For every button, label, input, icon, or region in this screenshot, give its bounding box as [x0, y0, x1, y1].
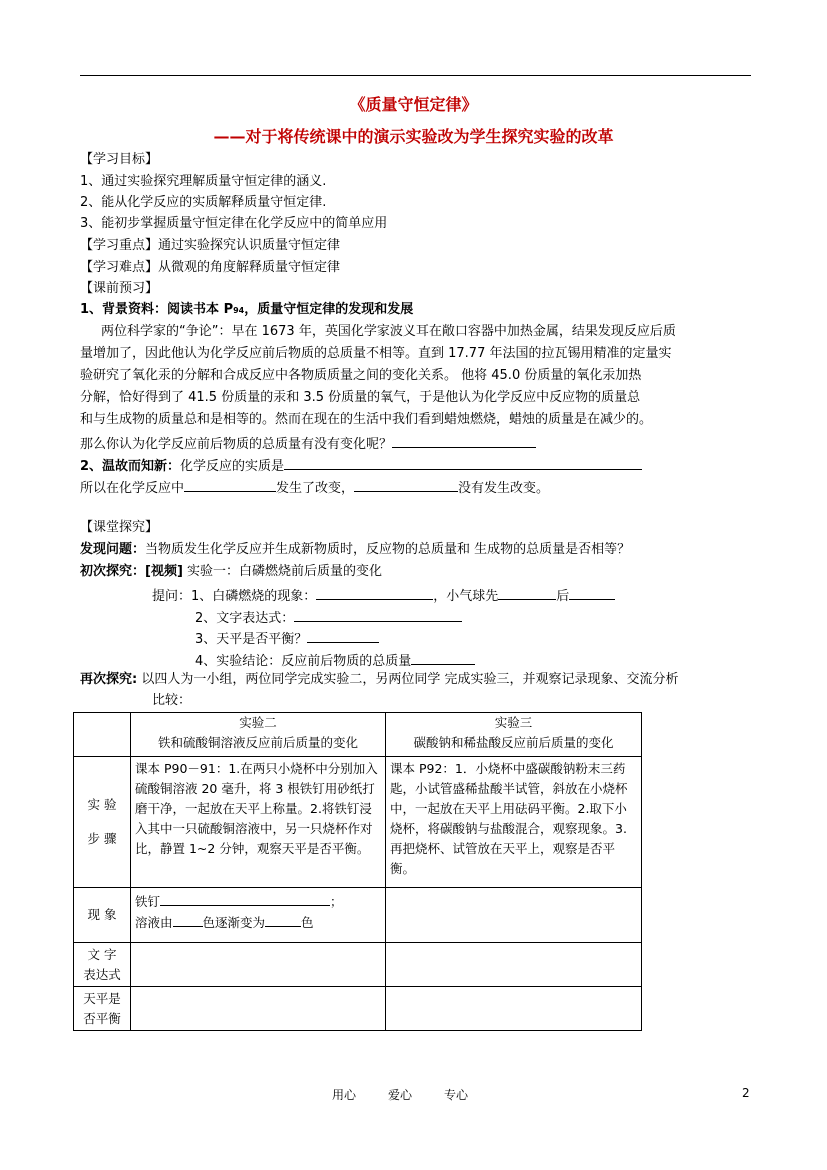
background-question — [80, 433, 536, 454]
experiment-table — [73, 712, 642, 1031]
answer-blank[interactable] — [284, 455, 642, 470]
objective-item: 3、能初步掌握质量守恒定律在化学反应中的简单应用 — [80, 216, 388, 231]
answer-blank[interactable] — [411, 650, 475, 665]
exp3-phenomenon[interactable] — [386, 888, 642, 943]
table-corner-cell — [74, 713, 131, 757]
difficulty — [80, 259, 340, 277]
exp2-phenomenon — [131, 888, 386, 943]
answer-blank[interactable] — [265, 912, 301, 927]
phenomenon-line-2 — [135, 912, 381, 933]
phenomenon-2c: 色 — [301, 915, 314, 930]
difficulty-text: 从微观的角度解释质量守恒定律 — [158, 260, 341, 275]
background-heading-a: 1、背景资料：阅读书本 P — [80, 302, 234, 317]
question-1 — [152, 585, 615, 606]
exp2-steps: 课本 P90－91：1.在两只小烧杯中分别加入硫酸铜溶液 20 毫升，将 3 根铁钉用砂纸打磨干净，一起放在天平上称量。2.将铁钉浸入其中一只硫酸铜溶液中，另一只烧杯作对比，静置 1~2 分钟，观察天平是否平衡。 — [131, 757, 386, 888]
review-text: 化学反应的实质是 — [180, 459, 285, 474]
difficulty-label: 【学习难点】 — [80, 260, 159, 275]
phenomenon-1b: ； — [330, 894, 343, 909]
answer-blank[interactable] — [307, 628, 379, 643]
answer-blank[interactable] — [498, 585, 556, 600]
page-number: 2 — [742, 1086, 750, 1100]
problem-label: 发现问题： — [80, 542, 146, 557]
question-1-b: ，小气球先 — [433, 589, 499, 604]
review-text-a: 所以在化学反应中 — [80, 481, 185, 496]
question-2 — [195, 607, 462, 628]
answer-blank[interactable] — [354, 477, 458, 492]
background-line: 和与生成物的质量总和是相等的。然而在现在的生活中我们看到蜡烛燃烧，蜡烛的质量是在减少的。 — [80, 412, 653, 427]
review-line-1 — [80, 455, 642, 476]
exp2-subtitle: 铁和硫酸铜溶液反应前后质量的变化 — [157, 735, 358, 750]
answer-blank[interactable] — [569, 585, 615, 600]
exp3-expression[interactable] — [386, 943, 642, 987]
second-text: 以四人为一小组，两位同学完成实验二，另两位同学 完成实验三，并观察记录现象、交流分析 — [137, 672, 679, 687]
exp3-balance[interactable] — [386, 987, 642, 1031]
page-subtitle: ——对于将传统课中的演示实验改为学生探究实验的改革 — [213, 127, 614, 146]
table-row — [74, 713, 642, 757]
background-line: 两位科学家的“争论”：早在 1673 年，英国化学家波义耳在敞口容器中加热金属，结果发现反应后质 — [101, 324, 676, 339]
background-heading-b: ，质量守恒定律的发现和发展 — [244, 302, 414, 317]
exp3-steps: 课本 P92：1．小烧杯中盛碳酸钠粉末三药匙，小试管盛稀盐酸半试管，斜放在小烧杯中，一起放在天平上用砝码平衡。2.取下小烧杯，将碳酸钠与盐酸混合，观察现象。3.再把烧杯、试管放在天平上，观察是否平衡。 — [386, 757, 642, 888]
table-row — [74, 757, 642, 888]
answer-blank[interactable] — [173, 912, 203, 927]
question-1-a: 提问：1、白磷燃烧的现象： — [152, 589, 317, 604]
video-tag: [视频] — [145, 564, 183, 579]
question-4-text: 4、实验结论：反应前后物质的总质量 — [195, 654, 412, 669]
footer-text: 专心 — [444, 1088, 469, 1102]
exp2-expression[interactable] — [131, 943, 386, 987]
phenomenon-label: 现 象 — [74, 888, 131, 943]
review-label: 2、温故而知新： — [80, 459, 181, 474]
classroom-heading: 【课堂探究】 — [80, 520, 159, 535]
question-4 — [195, 650, 475, 671]
second-label: 再次探究: — [80, 672, 138, 687]
objective-item: 2、能从化学反应的实质解释质量守恒定律. — [80, 195, 327, 210]
review-text-c: 没有发生改变。 — [458, 481, 550, 496]
answer-blank[interactable] — [184, 477, 276, 492]
page-title: 《质量守恒定律》 — [349, 95, 478, 114]
phenomenon-line-1 — [135, 891, 381, 912]
exp2-balance[interactable] — [131, 987, 386, 1031]
footer-text: 爱心 — [388, 1088, 413, 1102]
key-point — [80, 237, 340, 255]
background-line: 分解，恰好得到了 41.5 份质量的汞和 3.5 份质量的氧气，于是他认为化学反应中反应物的质量总 — [80, 390, 641, 405]
problem-text: 当物质发生化学反应并生成新物质时，反应物的总质量和 生成物的总质量是否相等？ — [145, 542, 631, 557]
phenomenon-2a: 溶液由 — [135, 915, 173, 930]
answer-blank[interactable] — [294, 607, 462, 622]
table-row — [74, 943, 642, 987]
table-row — [74, 987, 642, 1031]
answer-blank[interactable] — [392, 433, 536, 448]
footer-text: 用心 — [332, 1088, 357, 1102]
preview-heading: 【课前预习】 — [80, 281, 159, 296]
balance-label — [74, 987, 131, 1031]
balance-label-1: 天平是 — [83, 990, 121, 1006]
background-question-text: 那么你认为化学反应前后物质的总质量有没有变化呢？ — [80, 437, 393, 452]
exp2-header — [131, 713, 386, 757]
balance-label-2: 否平衡 — [83, 1010, 121, 1026]
header-rule — [80, 75, 751, 76]
first-text: 实验一：白磷燃烧前后质量的变化 — [182, 564, 383, 579]
key-point-text: 通过实验探究认识质量守恒定律 — [158, 238, 341, 253]
exp2-title: 实验二 — [239, 715, 277, 730]
first-label: 初次探究： — [80, 564, 146, 579]
question-2-text: 2、文字表达式： — [195, 611, 295, 626]
background-line: 量增加了，因此他认为化学反应前后物质的总质量不相等。直到 17.77 年法国的拉瓦锡用精准的定量实 — [80, 346, 672, 361]
expression-label — [74, 943, 131, 987]
expression-label-1: 文 字 — [87, 946, 117, 962]
question-3 — [195, 628, 379, 649]
question-1-c: 后 — [556, 589, 570, 604]
steps-label-1: 实 验 — [87, 797, 117, 812]
review-text-b: 发生了改变， — [276, 481, 355, 496]
background-line: 验研究了氧化汞的分解和合成反应中各物质质量之间的变化关系。 他将 45.0 份质量的氧化汞加热 — [80, 368, 642, 383]
answer-blank[interactable] — [160, 891, 330, 906]
objectives-heading: 【学习目标】 — [80, 152, 159, 167]
expression-label-2: 表达式 — [83, 966, 121, 982]
second-text-2: 比较： — [152, 693, 192, 708]
exp3-header — [386, 713, 642, 757]
steps-label-2: 步 骤 — [87, 831, 117, 846]
exp3-subtitle: 碳酸钠和稀盐酸反应前后质量的变化 — [413, 735, 614, 750]
phenomenon-2b: 色逐渐变为 — [202, 915, 266, 930]
first-exploration — [80, 563, 382, 581]
exp3-title: 实验三 — [494, 715, 533, 730]
table-row — [74, 888, 642, 943]
steps-label — [74, 757, 131, 888]
answer-blank[interactable] — [316, 585, 433, 600]
problem — [80, 541, 630, 559]
background-heading — [80, 301, 413, 320]
objective-item: 1、通过实验探究理解质量守恒定律的涵义. — [80, 174, 327, 189]
background-heading-sub: 94 — [233, 306, 245, 315]
key-point-label: 【学习重点】 — [80, 238, 159, 253]
second-exploration — [80, 671, 678, 689]
question-3-text: 3、天平是否平衡？ — [195, 632, 308, 647]
review-line-2 — [80, 477, 549, 498]
phenomenon-1a: 铁钉 — [135, 894, 161, 909]
